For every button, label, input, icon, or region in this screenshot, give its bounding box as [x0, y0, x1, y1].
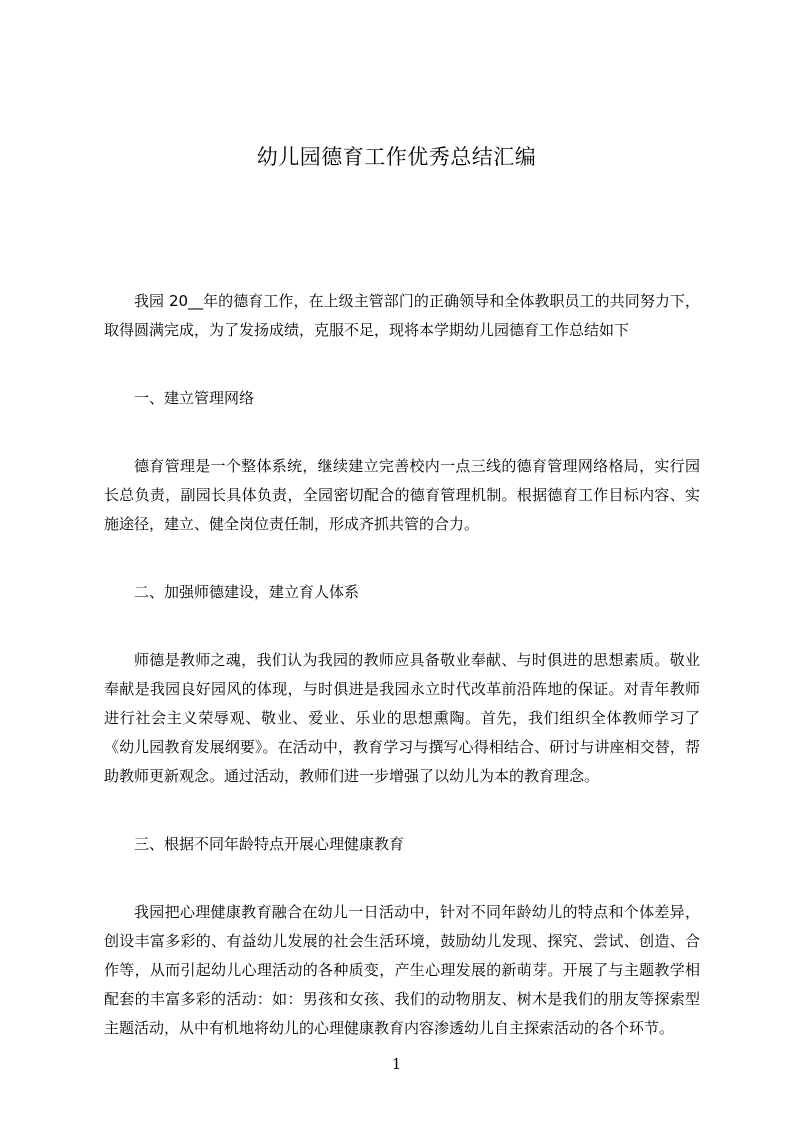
- section-3-heading: 三、根据不同年龄特点开展心理健康教育: [134, 835, 405, 853]
- section-3-paragraph: 我园把心理健康教育融合在幼儿一日活动中，针对不同年龄幼儿的特点和个体差异，创设丰富多彩的、有益幼儿发展的社会生活环境，鼓励幼儿发现、探究、尝试、创造、合作等，从而引起幼儿心理活动的各种质变，产生心理发展的新萌芽。开展了与主题教学相配套的丰富多彩的活动：如：男孩和女孩、我们的动物朋友、树木是我们的朋友等探索型主题活动，从中有机地将幼儿的心理健康教育内容渗透幼儿自主探索活动的各个环节。: [104, 903, 700, 1037]
- intro-paragraph: 我园 20__年的德育工作，在上级主管部门的正确领导和全体教职员工的共同努力下，取得圆满完成，为了发扬成绩，克服不足，现将本学期幼儿园德育工作总结如下: [104, 292, 700, 339]
- section-2-paragraph: 师德是教师之魂，我们认为我园的教师应具备敬业奉献、与时俱进的思想素质。敬业奉献是我园良好园风的体现，与时俱进是我园永立时代改革前沿阵地的保证。对青年教师进行社会主义荣辱观、敬业、爱业、乐业的思想熏陶。首先，我们组织全体教师学习了《幼儿园教育发展纲要》。在活动中，教育学习与撰写心得相结合、研讨与讲座相交替，帮助教师更新观念。通过活动，教师们进一步增强了以幼儿为本的教育理念。: [104, 651, 700, 785]
- page-number: 1: [391, 1055, 402, 1073]
- section-1-heading: 一、建立管理网络: [134, 389, 255, 407]
- document-title: 幼儿园德育工作优秀总结汇编: [256, 145, 537, 169]
- section-1-paragraph: 德育管理是一个整体系统，继续建立完善校内一点三线的德育管理网络格局，实行园长总负责，副园长具体负责，全园密切配合的德育管理机制。根据德育工作目标内容、实施途径，建立、健全岗位责任制，形成齐抓共管的合力。: [104, 457, 700, 533]
- section-2-heading: 二、加强师德建设，建立育人体系: [134, 583, 360, 601]
- document-body: [104, 287, 700, 1082]
